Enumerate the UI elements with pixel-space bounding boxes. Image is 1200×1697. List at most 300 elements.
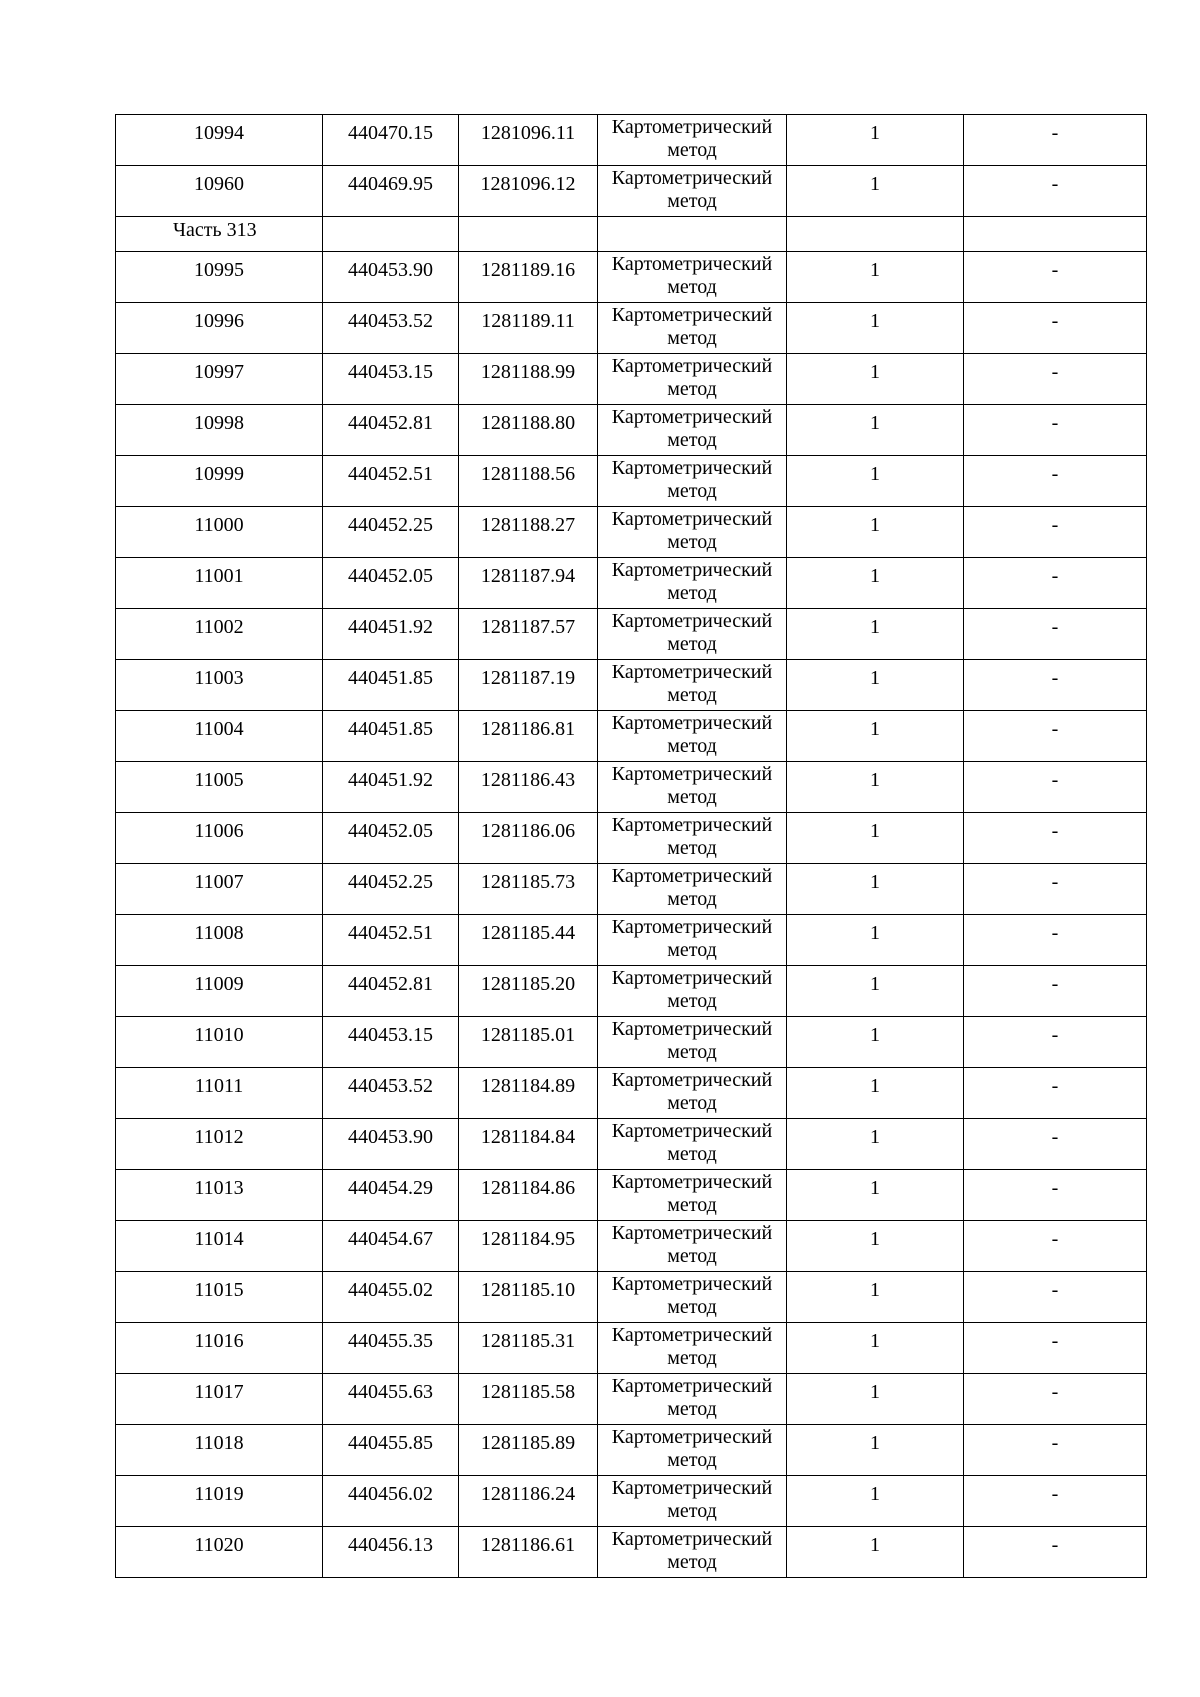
- point-id-text: 11006: [194, 820, 244, 842]
- accuracy-text: 1: [870, 973, 880, 995]
- accuracy-cell: [787, 166, 964, 217]
- y-coordinate-cell: [459, 1017, 598, 1068]
- x-coordinate-cell: [323, 1170, 459, 1221]
- x-coordinate-cell: [323, 864, 459, 915]
- note-text: -: [1051, 259, 1059, 281]
- note-cell: [964, 558, 1147, 609]
- method-text: Картометрический метод: [611, 167, 773, 212]
- accuracy-text: 1: [870, 1024, 880, 1046]
- point-id-cell: [116, 864, 323, 915]
- point-id-cell: [116, 1170, 323, 1221]
- accuracy-text: 1: [870, 871, 880, 893]
- x-coordinate-cell: [323, 1119, 459, 1170]
- y-coordinate-text: 1281187.57: [480, 616, 576, 638]
- point-id-text: 11016: [194, 1330, 244, 1352]
- table-row: [116, 558, 1147, 609]
- method-cell: [598, 507, 787, 558]
- accuracy-text: 1: [870, 259, 880, 281]
- table-row: [116, 456, 1147, 507]
- method-text: Картометрический метод: [611, 1018, 773, 1063]
- note-cell: [964, 1170, 1147, 1221]
- method-text: Картометрический метод: [611, 865, 773, 910]
- point-id-text: 11005: [194, 769, 244, 791]
- note-text: -: [1051, 1330, 1059, 1352]
- note-text: -: [1051, 667, 1059, 689]
- method-cell: [598, 660, 787, 711]
- note-cell: [964, 115, 1147, 166]
- y-coordinate-cell: [459, 115, 598, 166]
- point-id-cell: [116, 915, 323, 966]
- point-id-text: 11000: [194, 514, 244, 536]
- note-text: -: [1051, 1075, 1059, 1097]
- x-coordinate-cell: [323, 1323, 459, 1374]
- table-row: [116, 1017, 1147, 1068]
- note-cell: [964, 762, 1147, 813]
- x-coordinate-cell: [323, 405, 459, 456]
- y-coordinate-cell: [459, 558, 598, 609]
- point-id-cell: [116, 303, 323, 354]
- coordinates-table-body: [116, 115, 1147, 1578]
- method-cell: [598, 1119, 787, 1170]
- accuracy-text: 1: [870, 1432, 880, 1454]
- table-row: [116, 252, 1147, 303]
- point-id-cell: [116, 456, 323, 507]
- x-coordinate-cell: [323, 609, 459, 660]
- accuracy-text: 1: [870, 1075, 880, 1097]
- accuracy-cell: [787, 1017, 964, 1068]
- x-coordinate-text: 440452.51: [348, 463, 433, 485]
- x-coordinate-text: 440453.15: [348, 361, 433, 383]
- note-cell: [964, 1323, 1147, 1374]
- point-id-text: 11010: [194, 1024, 244, 1046]
- y-coordinate-cell: [459, 864, 598, 915]
- note-text: -: [1051, 1126, 1059, 1148]
- x-coordinate-text: 440452.05: [348, 820, 433, 842]
- part-header-row: [116, 217, 1147, 252]
- accuracy-text: 1: [870, 769, 880, 791]
- accuracy-cell: [787, 1374, 964, 1425]
- y-coordinate-text: 1281189.11: [481, 310, 575, 332]
- accuracy-text: 1: [870, 1483, 880, 1505]
- point-id-cell: [116, 660, 323, 711]
- accuracy-cell: [787, 1527, 964, 1578]
- y-coordinate-cell: [459, 1068, 598, 1119]
- method-text: Картометрический метод: [611, 1222, 773, 1267]
- y-coordinate-text: 1281188.99: [480, 361, 576, 383]
- point-id-text: 11001: [194, 565, 244, 587]
- note-cell: [964, 1374, 1147, 1425]
- accuracy-text: 1: [870, 310, 880, 332]
- note-text: -: [1051, 1432, 1059, 1454]
- note-text: -: [1051, 973, 1059, 995]
- point-id-text: 11017: [194, 1381, 244, 1403]
- note-text: -: [1051, 922, 1059, 944]
- accuracy-cell: [787, 609, 964, 660]
- note-text: -: [1051, 616, 1059, 638]
- x-coordinate-cell: [323, 1272, 459, 1323]
- x-coordinate-cell: [323, 166, 459, 217]
- x-coordinate-text: 440454.29: [348, 1177, 433, 1199]
- y-coordinate-cell: [459, 1221, 598, 1272]
- table-row: [116, 507, 1147, 558]
- accuracy-text: 1: [870, 1279, 880, 1301]
- method-text: Картометрический метод: [611, 1171, 773, 1216]
- table-row: [116, 1527, 1147, 1578]
- x-coordinate-text: 440453.90: [348, 259, 433, 281]
- note-text: -: [1051, 1024, 1059, 1046]
- y-coordinate-text: 1281185.89: [480, 1432, 576, 1454]
- x-coordinate-cell: [323, 507, 459, 558]
- empty-cell: [323, 217, 459, 252]
- y-coordinate-text: 1281096.12: [480, 173, 576, 195]
- y-coordinate-cell: [459, 456, 598, 507]
- x-coordinate-cell: [323, 115, 459, 166]
- x-coordinate-cell: [323, 354, 459, 405]
- y-coordinate-cell: [459, 609, 598, 660]
- x-coordinate-text: 440454.67: [348, 1228, 433, 1250]
- point-id-text: 11015: [194, 1279, 244, 1301]
- table-row: [116, 762, 1147, 813]
- method-text: Картометрический метод: [611, 559, 773, 604]
- x-coordinate-cell: [323, 1374, 459, 1425]
- point-id-cell: [116, 1068, 323, 1119]
- x-coordinate-text: 440451.85: [348, 718, 433, 740]
- y-coordinate-cell: [459, 660, 598, 711]
- method-cell: [598, 354, 787, 405]
- accuracy-text: 1: [870, 922, 880, 944]
- accuracy-cell: [787, 456, 964, 507]
- y-coordinate-text: 1281184.84: [480, 1126, 576, 1148]
- note-cell: [964, 354, 1147, 405]
- part-label: Часть 313: [173, 219, 257, 241]
- y-coordinate-text: 1281185.01: [480, 1024, 576, 1046]
- x-coordinate-text: 440452.25: [348, 871, 433, 893]
- y-coordinate-cell: [459, 1425, 598, 1476]
- accuracy-text: 1: [870, 616, 880, 638]
- method-cell: [598, 115, 787, 166]
- y-coordinate-cell: [459, 1374, 598, 1425]
- accuracy-cell: [787, 762, 964, 813]
- x-coordinate-cell: [323, 252, 459, 303]
- x-coordinate-cell: [323, 711, 459, 762]
- y-coordinate-cell: [459, 813, 598, 864]
- method-cell: [598, 1272, 787, 1323]
- point-id-cell: [116, 558, 323, 609]
- x-coordinate-text: 440451.92: [348, 769, 433, 791]
- x-coordinate-text: 440453.90: [348, 1126, 433, 1148]
- empty-cell: [964, 217, 1147, 252]
- note-cell: [964, 660, 1147, 711]
- point-id-text: 10960: [194, 173, 244, 195]
- accuracy-cell: [787, 115, 964, 166]
- point-id-text: 11008: [194, 922, 244, 944]
- table-row: [116, 1374, 1147, 1425]
- accuracy-text: 1: [870, 122, 880, 144]
- x-coordinate-text: 440453.52: [348, 310, 433, 332]
- y-coordinate-text: 1281185.73: [480, 871, 576, 893]
- note-text: -: [1051, 1483, 1059, 1505]
- point-id-text: 10997: [194, 361, 244, 383]
- accuracy-text: 1: [870, 361, 880, 383]
- empty-cell: [598, 217, 787, 252]
- point-id-cell: [116, 166, 323, 217]
- table-row: [116, 915, 1147, 966]
- point-id-text: 11004: [194, 718, 244, 740]
- point-id-text: 10995: [194, 259, 244, 281]
- accuracy-text: 1: [870, 1228, 880, 1250]
- table-row: [116, 711, 1147, 762]
- x-coordinate-text: 440452.81: [348, 973, 433, 995]
- point-id-cell: [116, 354, 323, 405]
- accuracy-cell: [787, 1068, 964, 1119]
- y-coordinate-cell: [459, 711, 598, 762]
- note-text: -: [1051, 1228, 1059, 1250]
- y-coordinate-cell: [459, 166, 598, 217]
- y-coordinate-text: 1281186.43: [480, 769, 576, 791]
- y-coordinate-text: 1281185.20: [480, 973, 576, 995]
- method-cell: [598, 1527, 787, 1578]
- note-cell: [964, 864, 1147, 915]
- note-cell: [964, 1017, 1147, 1068]
- note-text: -: [1051, 1177, 1059, 1199]
- note-cell: [964, 166, 1147, 217]
- accuracy-cell: [787, 1425, 964, 1476]
- note-cell: [964, 507, 1147, 558]
- method-text: Картометрический метод: [611, 406, 773, 451]
- point-id-cell: [116, 1221, 323, 1272]
- accuracy-cell: [787, 1170, 964, 1221]
- point-id-cell: [116, 1527, 323, 1578]
- accuracy-cell: [787, 558, 964, 609]
- table-row: [116, 1272, 1147, 1323]
- accuracy-cell: [787, 1476, 964, 1527]
- point-id-text: 11019: [194, 1483, 244, 1505]
- point-id-text: 11007: [194, 871, 244, 893]
- method-text: Картометрический метод: [611, 661, 773, 706]
- method-cell: [598, 1170, 787, 1221]
- x-coordinate-text: 440452.81: [348, 412, 433, 434]
- note-cell: [964, 1425, 1147, 1476]
- accuracy-cell: [787, 966, 964, 1017]
- y-coordinate-cell: [459, 762, 598, 813]
- point-id-text: 11018: [194, 1432, 244, 1454]
- note-text: -: [1051, 718, 1059, 740]
- method-text: Картометрический метод: [611, 610, 773, 655]
- accuracy-cell: [787, 1323, 964, 1374]
- accuracy-text: 1: [870, 1381, 880, 1403]
- x-coordinate-text: 440456.13: [348, 1534, 433, 1556]
- method-cell: [598, 166, 787, 217]
- method-text: Картометрический метод: [611, 304, 773, 349]
- point-id-cell: [116, 1425, 323, 1476]
- empty-cell: [459, 217, 598, 252]
- method-text: Картометрический метод: [611, 457, 773, 502]
- accuracy-text: 1: [870, 1177, 880, 1199]
- y-coordinate-cell: [459, 1119, 598, 1170]
- y-coordinate-text: 1281184.89: [480, 1075, 576, 1097]
- method-text: Картометрический метод: [611, 712, 773, 757]
- y-coordinate-text: 1281184.95: [480, 1228, 576, 1250]
- note-text: -: [1051, 769, 1059, 791]
- x-coordinate-cell: [323, 966, 459, 1017]
- method-text: Картометрический метод: [611, 967, 773, 1012]
- point-id-cell: [116, 252, 323, 303]
- accuracy-text: 1: [870, 173, 880, 195]
- accuracy-cell: [787, 711, 964, 762]
- method-cell: [598, 1323, 787, 1374]
- accuracy-cell: [787, 1272, 964, 1323]
- point-id-cell: [116, 1323, 323, 1374]
- method-cell: [598, 1476, 787, 1527]
- note-cell: [964, 915, 1147, 966]
- y-coordinate-cell: [459, 1476, 598, 1527]
- point-id-text: 11014: [194, 1228, 244, 1250]
- y-coordinate-cell: [459, 303, 598, 354]
- method-cell: [598, 711, 787, 762]
- y-coordinate-text: 1281188.27: [480, 514, 576, 536]
- table-row: [116, 115, 1147, 166]
- x-coordinate-text: 440455.35: [348, 1330, 433, 1352]
- method-cell: [598, 303, 787, 354]
- method-cell: [598, 405, 787, 456]
- accuracy-cell: [787, 864, 964, 915]
- point-id-text: 10998: [194, 412, 244, 434]
- method-cell: [598, 456, 787, 507]
- table-row: [116, 1323, 1147, 1374]
- method-text: Картометрический метод: [611, 1426, 773, 1471]
- accuracy-text: 1: [870, 667, 880, 689]
- point-id-cell: [116, 1119, 323, 1170]
- table-row: [116, 405, 1147, 456]
- note-text: -: [1051, 173, 1059, 195]
- x-coordinate-cell: [323, 813, 459, 864]
- note-text: -: [1051, 871, 1059, 893]
- table-row: [116, 966, 1147, 1017]
- point-id-cell: [116, 1017, 323, 1068]
- table-row: [116, 1068, 1147, 1119]
- note-cell: [964, 456, 1147, 507]
- note-text: -: [1051, 310, 1059, 332]
- accuracy-cell: [787, 405, 964, 456]
- method-text: Картометрический метод: [611, 1375, 773, 1420]
- method-cell: [598, 1425, 787, 1476]
- note-cell: [964, 405, 1147, 456]
- y-coordinate-text: 1281185.44: [480, 922, 576, 944]
- y-coordinate-text: 1281185.31: [480, 1330, 576, 1352]
- table-row: [116, 813, 1147, 864]
- x-coordinate-text: 440452.51: [348, 922, 433, 944]
- note-text: -: [1051, 122, 1059, 144]
- note-text: -: [1051, 361, 1059, 383]
- point-id-cell: [116, 115, 323, 166]
- y-coordinate-cell: [459, 405, 598, 456]
- accuracy-cell: [787, 915, 964, 966]
- point-id-text: 11002: [194, 616, 244, 638]
- method-cell: [598, 252, 787, 303]
- point-id-text: 11009: [194, 973, 244, 995]
- method-cell: [598, 915, 787, 966]
- empty-cell: [787, 217, 964, 252]
- accuracy-cell: [787, 813, 964, 864]
- table-row: [116, 864, 1147, 915]
- note-cell: [964, 813, 1147, 864]
- x-coordinate-text: 440451.85: [348, 667, 433, 689]
- table-row: [116, 303, 1147, 354]
- y-coordinate-cell: [459, 915, 598, 966]
- accuracy-text: 1: [870, 565, 880, 587]
- y-coordinate-cell: [459, 1527, 598, 1578]
- note-text: -: [1051, 412, 1059, 434]
- accuracy-text: 1: [870, 1126, 880, 1148]
- point-id-cell: [116, 1374, 323, 1425]
- method-text: Картометрический метод: [611, 508, 773, 553]
- method-text: Картометрический метод: [611, 1273, 773, 1318]
- method-text: Картометрический метод: [611, 116, 773, 161]
- y-coordinate-text: 1281188.80: [480, 412, 576, 434]
- x-coordinate-cell: [323, 1068, 459, 1119]
- accuracy-cell: [787, 507, 964, 558]
- x-coordinate-text: 440453.52: [348, 1075, 433, 1097]
- table-row: [116, 1221, 1147, 1272]
- y-coordinate-text: 1281186.81: [480, 718, 576, 740]
- method-cell: [598, 1221, 787, 1272]
- note-cell: [964, 1221, 1147, 1272]
- method-text: Картометрический метод: [611, 916, 773, 961]
- method-text: Картометрический метод: [611, 253, 773, 298]
- table-row: [116, 1170, 1147, 1221]
- note-text: -: [1051, 1381, 1059, 1403]
- accuracy-text: 1: [870, 463, 880, 485]
- point-id-cell: [116, 762, 323, 813]
- note-cell: [964, 1272, 1147, 1323]
- note-cell: [964, 1119, 1147, 1170]
- accuracy-cell: [787, 660, 964, 711]
- accuracy-text: 1: [870, 514, 880, 536]
- method-cell: [598, 1017, 787, 1068]
- coordinates-table: [115, 114, 1147, 1578]
- note-text: -: [1051, 820, 1059, 842]
- x-coordinate-cell: [323, 1221, 459, 1272]
- x-coordinate-cell: [323, 1476, 459, 1527]
- accuracy-text: 1: [870, 820, 880, 842]
- y-coordinate-text: 1281189.16: [480, 259, 576, 281]
- note-text: -: [1051, 1534, 1059, 1556]
- accuracy-cell: [787, 1221, 964, 1272]
- point-id-text: 11003: [194, 667, 244, 689]
- x-coordinate-text: 440452.25: [348, 514, 433, 536]
- x-coordinate-cell: [323, 558, 459, 609]
- table-row: [116, 166, 1147, 217]
- y-coordinate-text: 1281185.58: [480, 1381, 576, 1403]
- point-id-text: 10996: [194, 310, 244, 332]
- method-text: Картометрический метод: [611, 1477, 773, 1522]
- note-text: -: [1051, 514, 1059, 536]
- note-cell: [964, 252, 1147, 303]
- y-coordinate-text: 1281187.94: [480, 565, 576, 587]
- note-cell: [964, 609, 1147, 660]
- method-text: Картометрический метод: [611, 814, 773, 859]
- x-coordinate-text: 440469.95: [348, 173, 433, 195]
- x-coordinate-text: 440455.85: [348, 1432, 433, 1454]
- y-coordinate-cell: [459, 1272, 598, 1323]
- y-coordinate-text: 1281186.06: [480, 820, 576, 842]
- point-id-cell: [116, 1272, 323, 1323]
- point-id-cell: [116, 1476, 323, 1527]
- point-id-cell: [116, 813, 323, 864]
- x-coordinate-cell: [323, 1527, 459, 1578]
- note-text: -: [1051, 1279, 1059, 1301]
- y-coordinate-text: 1281186.24: [480, 1483, 576, 1505]
